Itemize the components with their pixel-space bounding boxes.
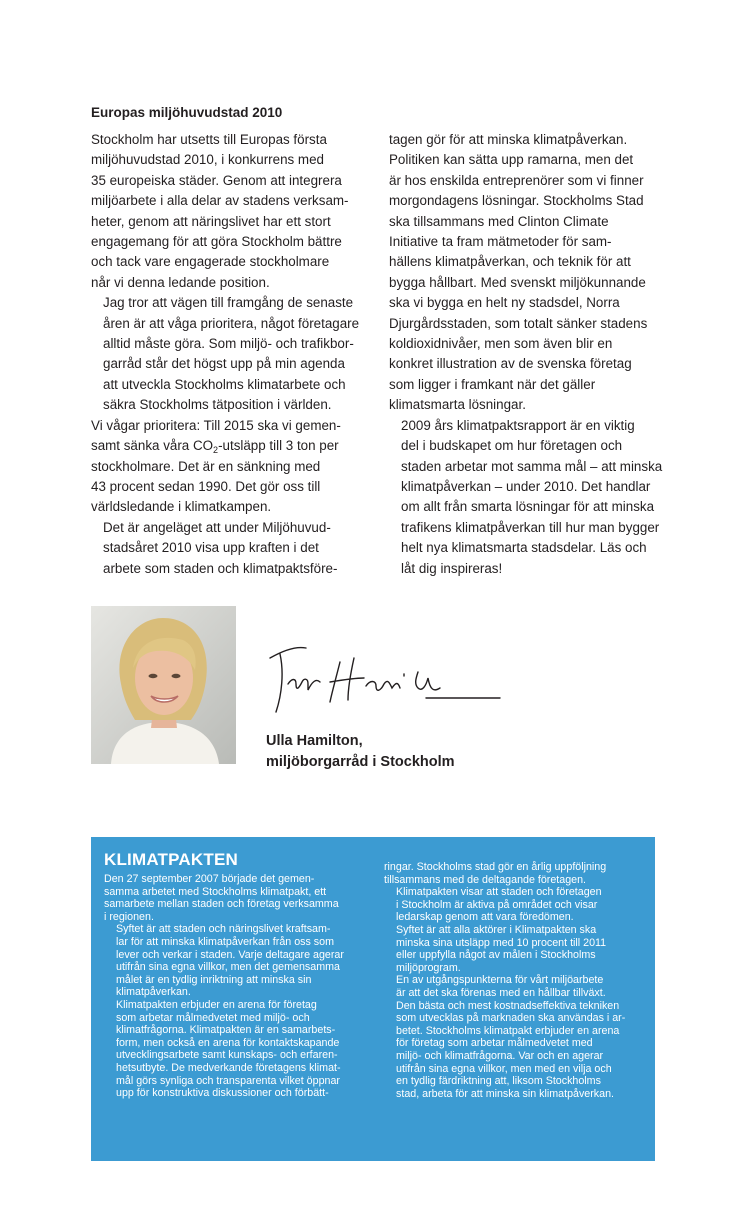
text-line: utifrån sina egna villkor, men det gemensamma [116,961,340,974]
text-line: helt nya klimatsmarta stadsdelar. Läs och [401,540,647,556]
text-line: tillsammans med de deltagande företagen. [384,873,586,886]
paragraph [91,518,359,579]
text-line: 2009 års klimatpaktsrapport är en viktig [401,417,635,433]
text-line: som utvecklas på marknaden ska användas i ar- [396,1012,626,1025]
text-line: i regionen. [104,910,154,923]
text-line: klimatfrågorna. Klimatpakten är en samarbets- [116,1024,336,1037]
text-line: ska vi bygga en helt ny stadsdel, Norra [389,295,620,311]
text-line: lar för att minska klimatpåverkan från oss som [116,935,334,948]
text-line: arbete som staden och klimatpaktsföre- [103,560,338,576]
text-line: Den bästa och mest kostnadseffektiva tekniken [396,999,620,1012]
text-line: i Stockholm är aktiva på området och visar [396,898,598,911]
paragraph [91,416,359,518]
text-line: heter, genom att näringslivet har ett stort [91,213,331,229]
text-line: staden arbetar mot samma mål – att minska [401,458,663,474]
author-portrait [91,606,236,764]
text-line: Den 27 september 2007 började det gemen- [104,873,315,885]
text-line: är hos enskilda entreprenörer som vi finner [389,172,644,188]
klimatpakten-box [91,837,655,1161]
text-line: att utveckla Stockholms klimatarbete och [103,376,346,392]
text-line: Djurgårdsstaden, som totalt sänker stadens [389,315,648,331]
signature [262,638,512,718]
text-line: når vi denna ledande position. [91,274,270,290]
text-line: En av utgångspunkterna för vårt miljöarbete [396,974,604,987]
text-line: mål görs synliga och transparenta vilket öppnar [116,1074,340,1087]
paragraph [104,999,366,1100]
text-line: stad, arbeta för att minska sin klimatpåverkan. [396,1087,615,1100]
text-line: Syftet är att alla aktörer i Klimatpakten ska [396,923,597,936]
text-line: hällens klimatpåverkan, och teknik för att [389,254,631,270]
text-line: klimatsmarta lösningar. [389,397,526,413]
text-line: utvecklingsarbete samt kunskaps- och erfaren- [116,1049,338,1062]
text-line: om allt från smarta lösningar för att minska [401,499,655,515]
text-line: Det är angeläget att under Miljöhuvud- [103,519,331,535]
text-line: alltid måste göra. Som miljö- och trafikbor- [103,336,354,352]
text-line: Jag tror att vägen till framgång de senaste [103,295,354,311]
text-line: miljöhuvudstad 2010, i konkurrens med [91,152,324,168]
text-line: form, men också en arena för kontaktskapande [116,1036,340,1049]
paragraph [384,861,646,886]
text-line: del i budskapet om hur företagen och [401,438,623,454]
text-line: ska tillsammans med Clinton Climate [389,213,609,229]
text-line: miljöarbete i alla delar av stadens verksam- [91,193,349,209]
portrait-illustration [91,606,236,764]
text-line: utifrån sina egna villkor, men med en vilja och [396,1062,612,1075]
text-line: miljöprogram. [396,961,461,974]
text-line: stockholmare. Det är en sänkning med [91,458,321,474]
paragraph [384,924,646,974]
text-line: miljö- och klimatfrågorna. Var och en agerar [396,1049,604,1062]
text-line: och tack vare engagerade stockholmare [91,254,330,270]
paragraph [384,886,646,924]
text-line: betet. Stockholms klimatpakt erbjuder en arena [396,1024,620,1037]
text-line: lever och verkar i staden. Varje deltagare agerar [116,948,344,961]
author-title: miljöborgarråd i Stockholm [266,754,455,770]
text-line: samarbete mellan staden och företag verksamma [104,898,339,911]
text-line: klimatpåverkan – under 2010. Det handlar [401,478,651,494]
text-line: låt dig inspireras! [401,560,503,576]
text-line: är att det ska förenas med en hållbar tillväxt. [396,986,606,999]
text-line: som ligger i framkant när det gäller [389,376,596,392]
text-line: Stockholm har utsetts till Europas första [91,132,327,147]
text-line: Politiken kan sätta upp ramarna, men det [389,152,634,168]
text-line: koldioxidnivåer, men som även blir en [389,336,613,352]
text-line: målet är en tydlig inriktning att minska sin [116,973,312,986]
text-line: en tydlig färdriktning att, liksom Stockholms [396,1075,601,1088]
text-line: åren är att våga prioritera, något företagare [103,315,360,331]
klimatpakten-title: KLIMATPAKTEN [104,850,238,869]
paragraph [389,416,663,579]
klimatpakten-right-column [384,861,646,1100]
text-line: samma arbetet med Stockholms klimatpakt, ett [104,885,327,898]
text-line: bygga hållbart. Med svenskt miljökunnande [389,274,646,290]
text-line: Klimatpakten visar att staden och företagen [396,886,602,899]
klimatpakten-left-column [104,873,366,1100]
paragraph [389,130,657,416]
text-line: klimatpåverkan. [116,986,191,999]
text-line: engagemang för att göra Stockholm bättre [91,234,342,250]
text-line: trafikens klimatpåverkan till hur man bygger [401,519,660,535]
text-line: samt sänka våra $CO_2$-utsläpp till 3 ton per [91,438,339,456]
paragraph [104,923,366,999]
text-line: ledarskap genom att vara föredömen. [396,911,574,924]
text-line: konkret illustration av de svenska företag [389,356,632,372]
text-line: tagen gör för att minska klimatpåverkan. [389,132,628,147]
text-line: för företag som arbetar målmedvetet med [396,1037,593,1050]
text-line: som arbetar målmedvetet med miljö- och [116,1011,310,1024]
text-line: ringar. Stockholms stad gör en årlig uppföljning [384,861,607,873]
text-line: säkra Stockholms tätposition i världen. [103,397,332,413]
paragraph [91,293,359,415]
article-right-column [389,130,663,579]
text-line: världsledande i klimatkampen. [91,499,272,515]
text-line: eller uppfylla något av målen i Stockholms [396,949,596,962]
text-line: Vi vågar prioritera: Till 2015 ska vi gemen- [91,417,341,433]
text-line: 35 europeiska städer. Genom att integrera [91,172,342,188]
text-line: garråd står det högst upp på min agenda [103,356,345,372]
text-line: minska sina utsläpp med 10 procent till 2011 [396,936,607,949]
paragraph [384,974,646,1100]
text-line: Initiative ta fram mätmetoder för sam- [389,234,612,250]
text-line: upp för konstruktiva diskussioner och förbätt- [116,1087,329,1100]
text-line: morgondagens lösningar. Stockholms Stad [389,193,644,209]
article-heading: Europas miljöhuvudstad 2010 [91,105,283,120]
paragraph [91,130,359,293]
text-line: hetsutbyte. De medverkande företagens klimat- [116,1061,341,1074]
paragraph [104,873,366,923]
text-line: Syftet är att staden och näringslivet kraftsam- [116,923,331,936]
text-line: Klimatpakten erbjuder en arena för företag [116,998,317,1011]
article-left-column [91,130,359,579]
text-line: stadsåret 2010 visa upp kraften i det [103,540,319,556]
text-line: 43 procent sedan 1990. Det gör oss till [91,478,321,494]
author-name: Ulla Hamilton, [266,733,363,749]
